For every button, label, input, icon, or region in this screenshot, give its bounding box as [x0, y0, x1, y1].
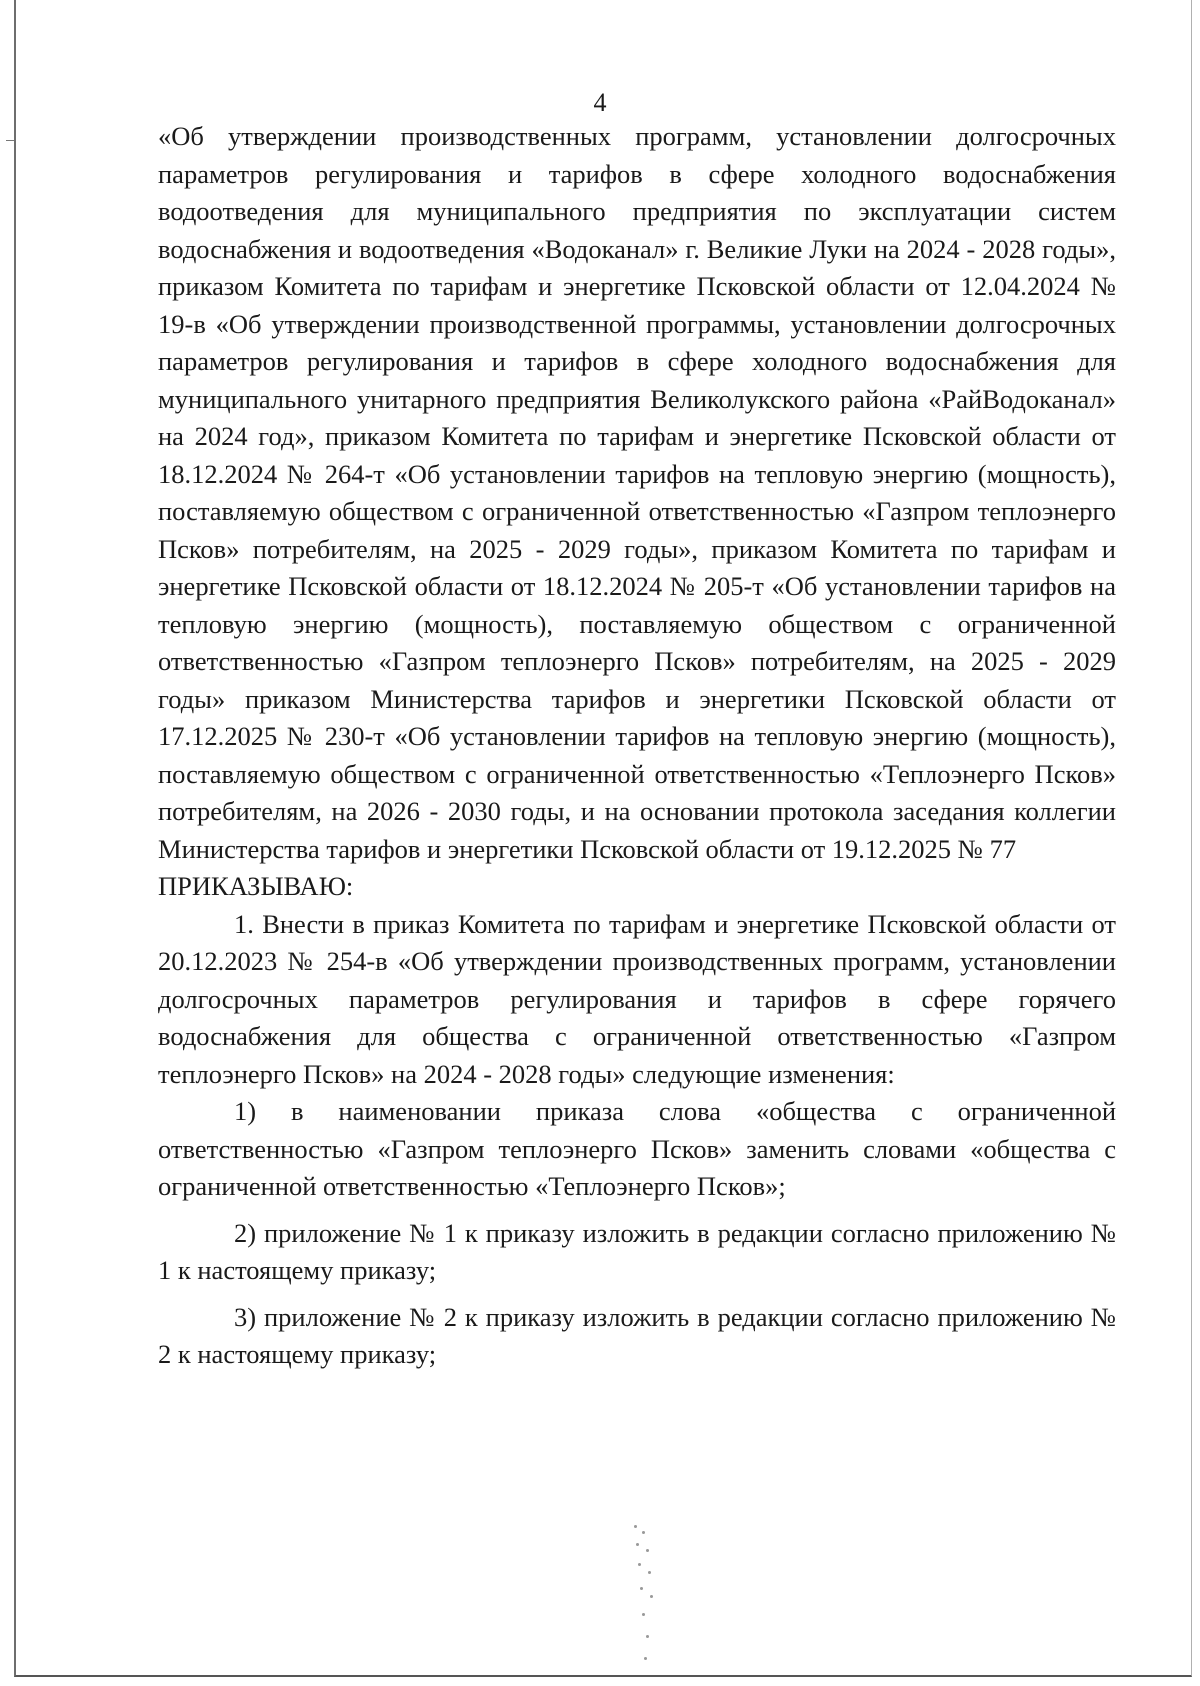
- scan-artifact-dots: [630, 1525, 664, 1665]
- sub-item-3: 3) приложение № 2 к приказу изложить в редакции согласно приложению № 2 к настоящему приказу;: [158, 1301, 1116, 1369]
- document-body: [158, 118, 1116, 1374]
- order-item-1: 1. Внести в приказ Комитета по тарифам и энергетике Псковской области от 20.12.2023 № 254-в «Об утверждении производственных программ, установлении долгосрочных параметров регулирования и тарифов в сфере горячего водоснабжения для общества с ограниченной ответственностью «Газпром теплоэнерго Псков» на 2024 - 2028 годы» следующие изменения:: [158, 908, 1116, 1089]
- preamble-paragraph: «Об утверждении производственных программ, установлении долгосрочных параметров регулирования и тарифов в сфере холодного водоснабжения водоотведения для муниципального предприятия по эксплуатации систем водоснабжения и водоотведения «Водоканал» г. Великие Луки на 2024 - 2028 годы», приказом Комитета по тарифам и энергетике Псковской области от 12.04.2024 № 19-в «Об утверждении производственной программы, установлении долгосрочных параметров регулирования и тарифов в сфере холодного водоснабжения для муниципального унитарного предприятия Великолукского района «РайВодоканал» на 2024 год», приказом Комитета по тарифам и энергетике Псковской области от 18.12.2024 № 264-т «Об установлении тарифов на тепловую энергию (мощность), поставляемую обществом с ограниченной ответственностью «Газпром теплоэнерго Псков» потребителям, на 2025 - 2029 годы», приказом Комитета по тарифам и энергетике Псковской области от 18.12.2024 № 205-т «Об установлении тарифов на тепловую энергию (мощность), поставляемую обществом с ограниченной ответственностью «Газпром теплоэнерго Псков» потребителям, на 2025 - 2029 годы» приказом Министерства тарифов и энергетики Псковской области от 17.12.2025 № 230-т «Об установлении тарифов на тепловую энергию (мощность), поставляемую обществом с ограниченной ответственностью «Теплоэнерго Псков» потребителям, на 2026 - 2030 годы, и на основании протокола заседания коллегии Министерства тарифов и энергетики Псковской области от 19.12.2025 № 77: [158, 121, 1116, 864]
- page-number: 4: [593, 88, 607, 117]
- order-heading: ПРИКАЗЫВАЮ:: [158, 871, 354, 901]
- sub-item-2: 2) приложение № 1 к приказу изложить в редакции согласно приложению № 1 к настоящему приказу;: [158, 1217, 1116, 1285]
- margin-tick: [6, 140, 14, 141]
- sub-item-1: 1) в наименовании приказа слова «общества с ограниченной ответственностью «Газпром теплоэнерго Псков» заменить словами «общества с ограниченной ответственностью «Теплоэнерго Псков»;: [158, 1096, 1116, 1201]
